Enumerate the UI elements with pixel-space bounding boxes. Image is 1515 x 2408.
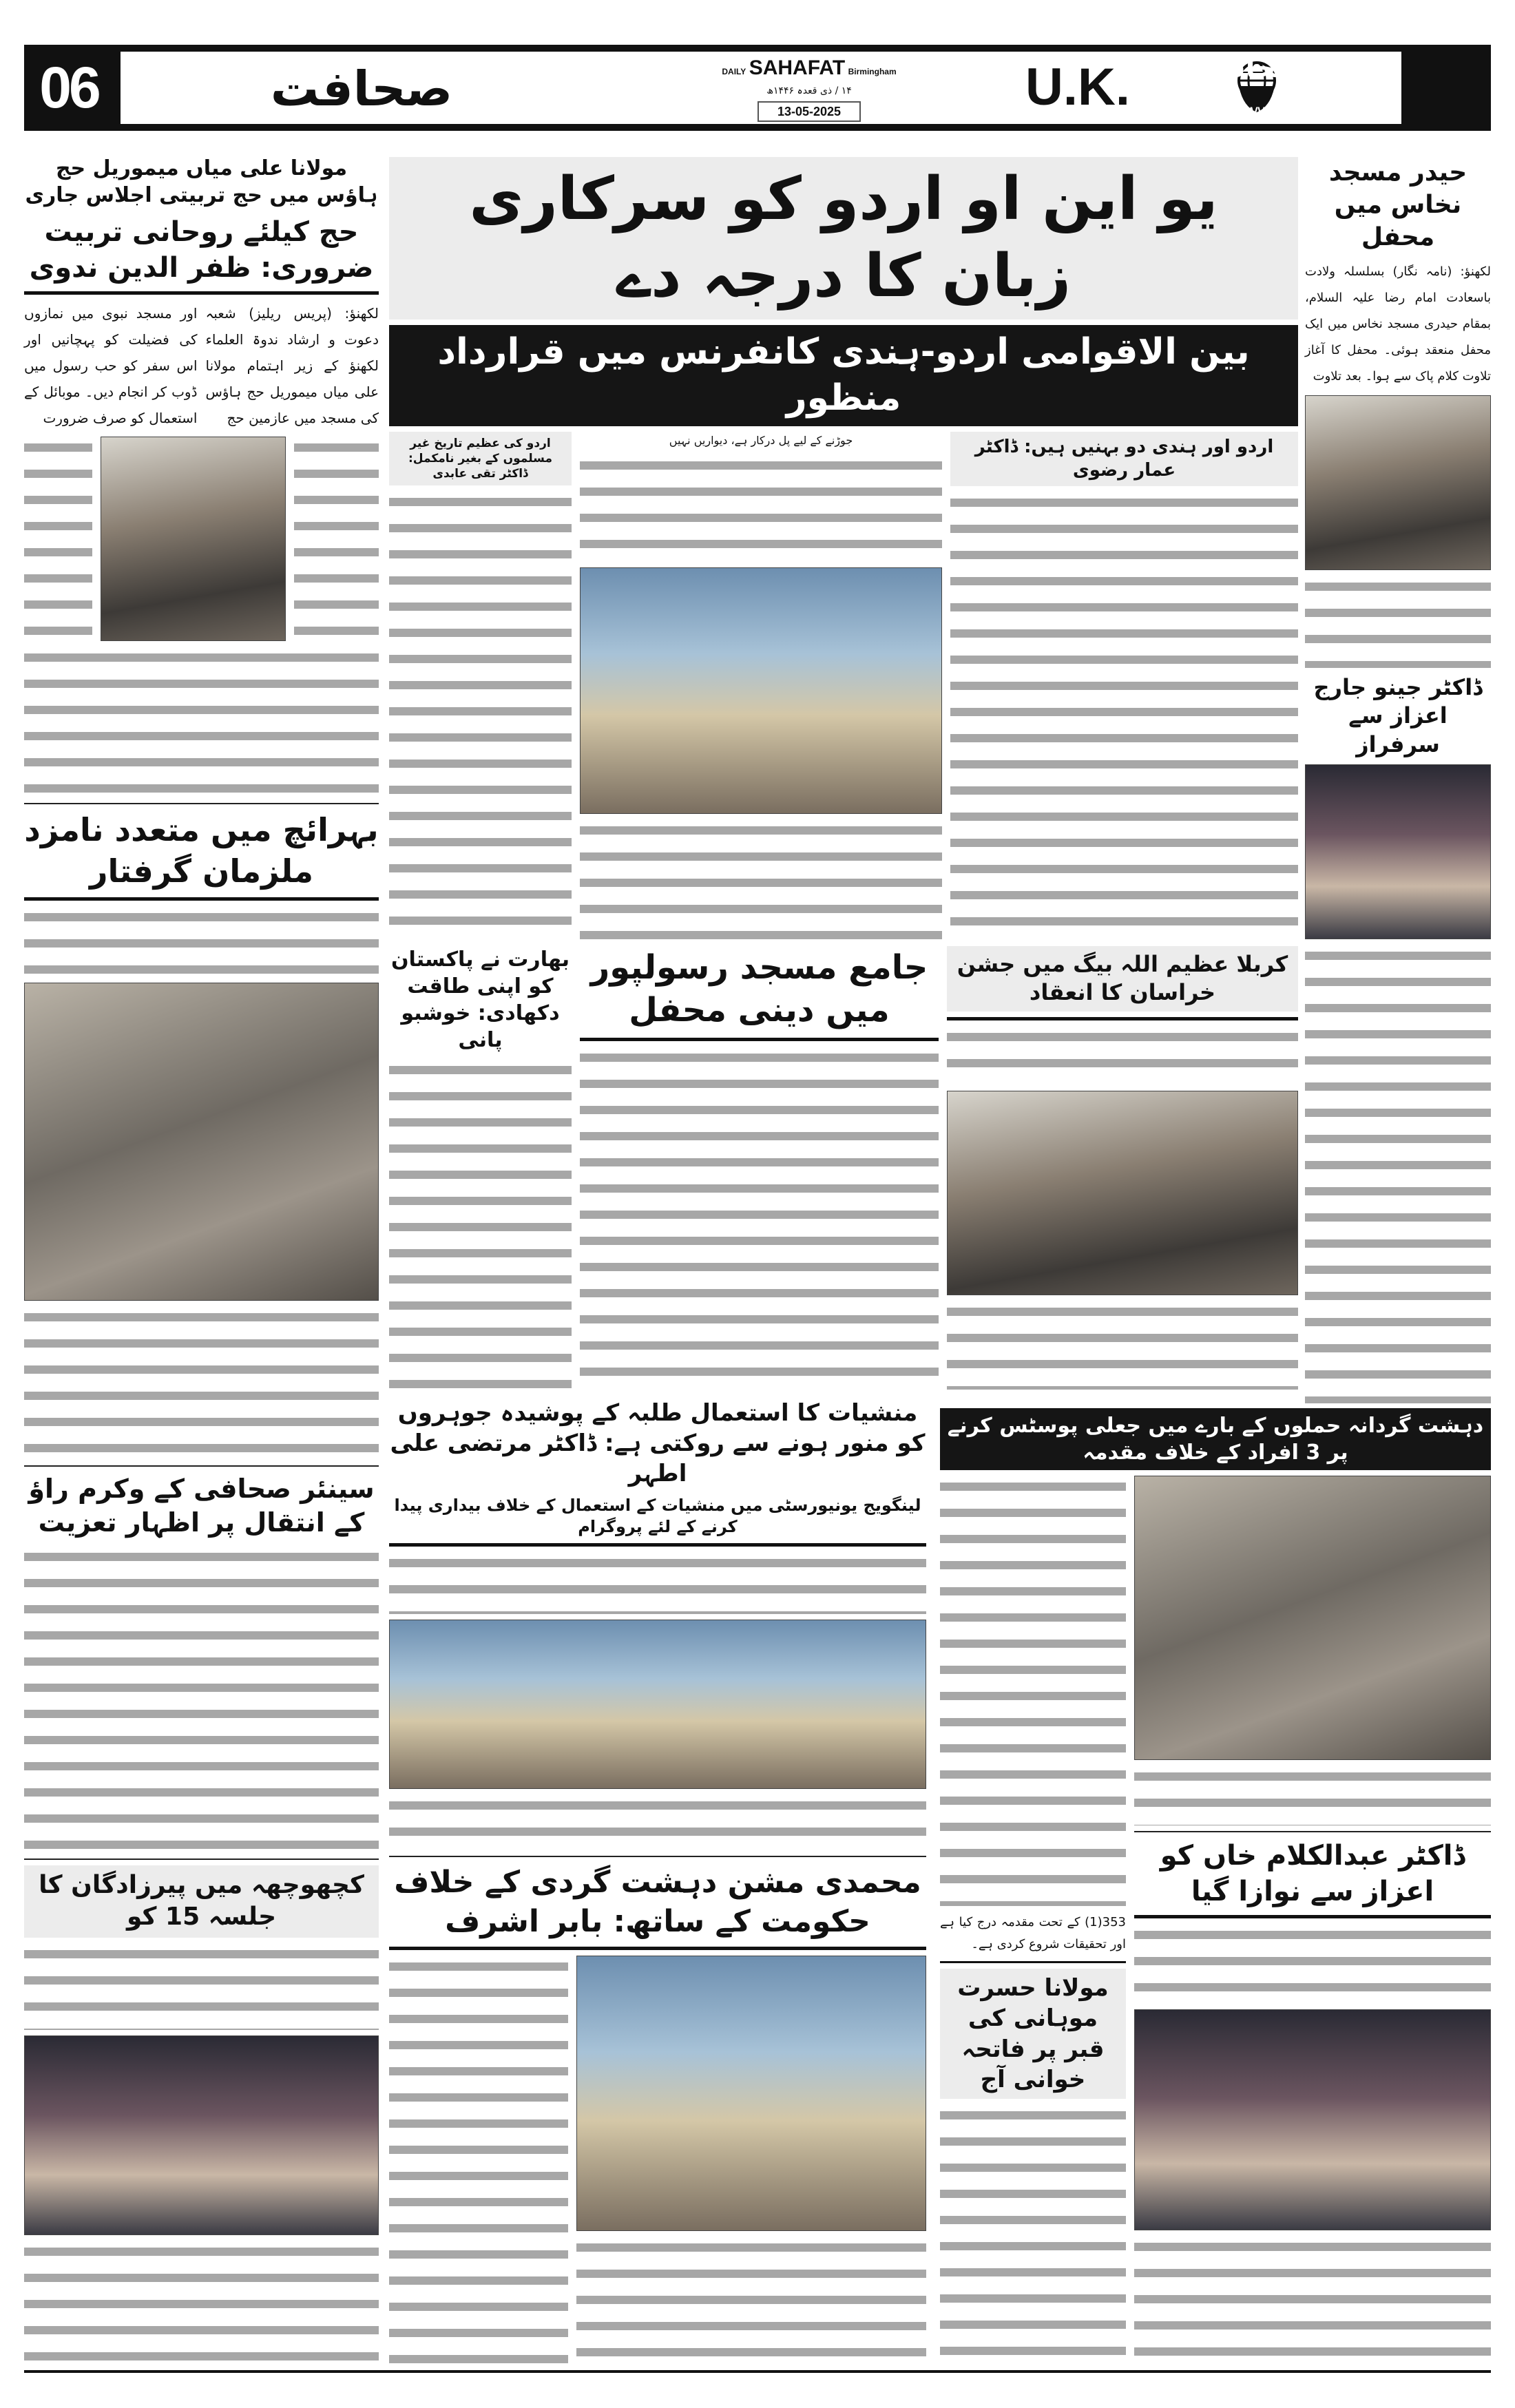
drugs-body-text-lines (389, 1552, 926, 1614)
fake-posts-photo-column (1134, 1476, 1491, 2365)
karbala-body-text-lines (947, 1301, 1298, 1390)
journalist-body-text-lines (24, 1546, 379, 1853)
fake-posts-body-text-lines (940, 1476, 1126, 1906)
bharat-body-text-lines (389, 1059, 572, 1390)
divider (947, 1017, 1298, 1020)
karbala-story (947, 946, 1298, 1390)
lead-subhead-3: اردو کی عظیم تاریخ غیر مسلموں کے بغیر نامکمل: ڈاکٹر تقی عابدی (389, 432, 572, 485)
lead-subcolumn-middle (580, 432, 942, 941)
fake-posts-text-column (940, 1476, 1126, 2365)
lead-subhead-2: جوڑنے کے لیے پل درکار ہے، دیواریں نہیں (669, 433, 853, 447)
journalist-headline: سینئر صحافی کے وکرم راؤ کے انتقال پر اظہار تعزیت (28, 1473, 375, 1538)
drugs-headline: منشیات کا استعمال طلبہ کے پوشیدہ جوہروں کو منور ہونے سے روکتی ہے: ڈاکٹر مرتضی علی اطہر (390, 1399, 926, 1488)
mohammadi-body-text-lines (389, 1956, 568, 2365)
divider (580, 1038, 939, 1041)
website-link[interactable]: www.sahafat.in (1244, 100, 1366, 121)
karbala-photo (947, 1091, 1298, 1296)
conference-photo (580, 567, 942, 814)
divider (389, 1856, 926, 1857)
divider (24, 803, 379, 804)
hasrat-body-text-lines (940, 2104, 1126, 2365)
lead-body-text-lines (580, 819, 942, 941)
kichaucha-headline: کچھوچھہ میں پیرزادگان کا جلسہ 15 کو (24, 1865, 379, 1938)
lead-body-text-lines (580, 454, 942, 562)
haj-body: لکھنؤ: (پریس ریلیز) شعبہ دعوت و ارشاد ندوۃ العلماء لکھنؤ کے زیر اہتمام مولانا علی میاں میموریل حج ہاؤس کی مسجد میں عازمین حج (206, 300, 379, 431)
brand-urdu: عالمی صحافت (1198, 52, 1398, 84)
haj-body-continued: اور مسجد نبوی میں نمازوں کی فضیلت کو پہچانیں اور اس سفر کو حب رسول میں ڈوب کر انجام دیں۔ موبائل کے استعمال کو صرف ضرورت (24, 300, 198, 431)
kichaucha-body-text-lines (24, 2241, 379, 2365)
kalam-photo (1134, 2009, 1491, 2230)
jeno-headline: ڈاکٹر جینو جارج اعزاز سے سرفراز (1313, 673, 1483, 757)
edition-label: U.K. (1025, 58, 1130, 116)
divider (389, 1947, 926, 1950)
haidar-body: لکھنؤ: (نامہ نگار) بسلسلہ ولادت باسعادت امام رضا علیہ السلام، بمقام حیدری مسجد نخاس میں ایک محفل منعقد ہوئی۔ محفل کا آغاز تلاوت کلام پاک سے ہوا۔ بعد تلاوت (1305, 259, 1491, 390)
divider (24, 1859, 379, 1860)
right-bottom-zone (940, 1408, 1491, 2365)
hijri-date: ۱۴ / ذی قعدہ ۱۴۴۶ھ (766, 85, 852, 96)
haj-kicker: مولانا علی میاں میموریل حج ہاؤس میں حج تربیتی اجلاس جاری (25, 156, 378, 207)
fake-posts-body-text-lines (1134, 1766, 1491, 1825)
bahraich-headline: بہرائچ میں متعدد نامزد ملزمان گرفتار (24, 810, 379, 890)
lead-subhead-1: اردو اور ہندی دو بہنیں ہیں: ڈاکٹر عمار رضوی (950, 432, 1298, 487)
paper-logo-urdu: صحافت (270, 61, 453, 117)
paper-name: SAHAFAT (749, 56, 846, 79)
mohammadi-headline: محمدی مشن دہشت گردی کے خلاف حکومت کے ساتھ: بابر اشرف (394, 1864, 921, 1939)
divider (24, 897, 379, 901)
haidar-photo (1305, 395, 1491, 570)
haj-photo (101, 437, 286, 641)
fake-posts-row (940, 1476, 1491, 2365)
haj-body-text-lines (24, 647, 379, 797)
daily-label: DAILY (722, 67, 746, 76)
divider (1134, 1915, 1491, 1918)
jama-masjid-body-text-lines (580, 1047, 939, 1390)
karbala-body-text-lines (947, 1026, 1298, 1085)
mohammadi-photo (576, 1956, 926, 2231)
haidar-headline: حیدر مسجد نخاس میں محفل (1328, 158, 1467, 251)
haidar-body-text-lines (1305, 576, 1491, 667)
lead-body-text-lines (389, 491, 572, 941)
bharat-headline: بھارت نے پاکستان کو اپنی طاقت دکھادی: خوشبو پانی (390, 947, 570, 1052)
jeno-photo (1305, 764, 1491, 939)
fake-posts-photo (1134, 1476, 1491, 1760)
karbala-headline: کربلا عظیم اللہ بیگ میں جشن خراسان کا انعقاد (947, 946, 1298, 1012)
drugs-banner: لینگویج یونیورسٹی میں منشیات کے استعمال کے خلاف بیداری پیدا کرنے کے لئے پروگرام (394, 1495, 921, 1536)
lead-subcolumn-left (389, 432, 572, 941)
haj-body-text-lines (24, 437, 92, 641)
divider (24, 291, 379, 295)
jama-masjid-headline: جامع مسجد رسولپور میں دینی محفل (590, 948, 928, 1030)
drugs-photo (389, 1620, 926, 1788)
lead-body-text-lines (950, 492, 1298, 940)
kichaucha-body-text-lines (24, 1943, 379, 2029)
bharat-story (389, 946, 572, 1390)
lead-subcolumn-right (950, 432, 1298, 941)
issue-date: 13-05-2025 (758, 101, 861, 122)
kalam-headline: ڈاکٹر عبدالکلام خاں کو اعزاز سے نوازا گیا (1160, 1839, 1465, 1907)
kalam-body-text-lines (1134, 1924, 1491, 2004)
city-label: Birmingham (848, 67, 897, 76)
right-column (1305, 157, 1491, 1403)
divider (940, 1961, 1126, 1963)
paper-name-english (692, 56, 926, 84)
second-row (389, 946, 1298, 1390)
haj-body-text-lines (294, 437, 379, 641)
page-number: 06 (39, 54, 98, 120)
jama-masjid-story (580, 946, 939, 1390)
footer-rule (24, 2370, 1491, 2373)
lead-body-row (389, 432, 1298, 941)
fake-posts-banner: دہشت گردانہ حملوں کے بارے میں جعلی پوسٹس کرنے پر 3 افراد کے خلاف مقدمہ (940, 1408, 1491, 1470)
bahraich-body-text-lines (24, 906, 379, 976)
bahraich-body-text-lines (24, 1306, 379, 1460)
drugs-body-text-lines (389, 1794, 926, 1850)
mohammadi-body-row (389, 1956, 926, 2365)
divider (1134, 1831, 1491, 1832)
kichaucha-photo (24, 2035, 379, 2235)
jeno-body-text-lines (1305, 945, 1491, 1403)
masthead (24, 45, 1491, 131)
mohammadi-photo-column (576, 1956, 926, 2365)
divider (389, 1543, 926, 1547)
lead-headline: یو این او اردو کو سرکاری زبان کا درجہ دے (389, 157, 1298, 320)
kalam-body-text-lines (1134, 2236, 1491, 2365)
divider (24, 1465, 379, 1467)
left-column (24, 155, 379, 2365)
haj-body-row (24, 300, 379, 431)
fake-posts-body-end: 353(1) کے تحت مقدمہ درج کیا ہے اور تحقیقات شروع کردی ہے۔ (940, 1912, 1126, 1956)
bahraich-photo (24, 983, 379, 1301)
hasrat-headline: مولانا حسرت موہانی کی قبر پر فاتحہ خوانی آج (940, 1969, 1126, 2099)
haj-photo-row (24, 437, 379, 641)
middle-bottom-zone (389, 1398, 926, 2365)
center-top-zone (389, 157, 1298, 1390)
lead-banner: بین الاقوامی اردو-ہندی کانفرنس میں قرارداد منظور (389, 325, 1298, 426)
mohammadi-body-text-lines (576, 2237, 926, 2365)
haj-headline: حج کیلئے روحانی تربیت ضروری: ظفر الدین ندوی (29, 216, 374, 284)
